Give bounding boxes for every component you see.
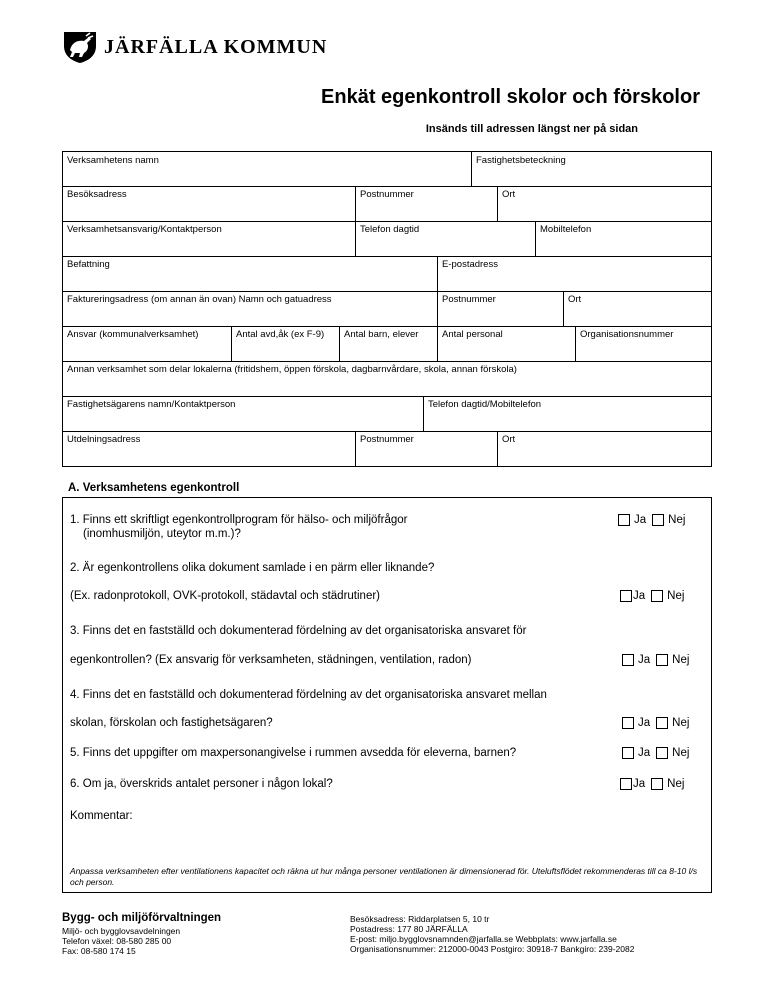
label: Ansvar (kommunalverksamhet) [67,329,199,340]
field-ort[interactable] [497,186,711,221]
footer-org: Bygg- och miljöförvaltningen [62,912,222,924]
q1-nej-checkbox[interactable] [652,514,664,526]
field-ansvar[interactable] [63,326,231,361]
label: Mobiltelefon [540,224,592,235]
label: Annan verksamhet som delar lokalerna (fritidshem, öppen förskola, dagbarnvårdare, skola, annan förskola) [67,364,517,375]
label: Antal personal [442,329,503,340]
q5-ja-checkbox[interactable] [622,747,634,759]
question-4-line-2: skolan, förskolan och fastighetsägaren? [70,717,273,729]
page-title: Enkät egenkontroll skolor och förskolor [321,86,700,108]
comment-label: Kommentar: [70,810,133,822]
field-kontaktperson[interactable] [63,221,355,256]
label: Ort [502,434,516,445]
footer-visit-address: Besöksadress: Riddarplatsen 5, 10 tr [350,914,490,924]
label: Postnummer [360,189,414,200]
form-row-9 [62,431,712,467]
field-verksamhetens-namn[interactable] [63,152,471,186]
q3-ja-checkbox[interactable] [622,654,634,666]
label: Postnummer [360,434,414,445]
q1-ja-label: Ja [634,514,647,526]
field-postnummer[interactable] [355,186,497,221]
field-antal-avd[interactable] [231,326,339,361]
label: Organisationsnummer [580,329,674,340]
question-4-line-1: 4. Finns det en fastställd och dokumenterad fördelning av det organisatoriska ansvaret mellan [70,689,547,701]
field-fastighetsbeteckning[interactable] [471,152,711,186]
q4-nej-checkbox[interactable] [656,717,668,729]
footer-orgnr: Organisationsnummer: 212000-0043 Postgiro: 30918-7 Bankgiro: 239-2082 [350,944,635,954]
label: Verksamhetens namn [67,155,159,166]
question-6: 6. Om ja, överskrids antalet personer i någon lokal? [70,778,333,790]
q4-ja-checkbox[interactable] [622,717,634,729]
form-row-2 [62,186,712,222]
field-postnummer-fakt[interactable] [437,291,563,326]
q6-nej-label: Nej [667,778,685,790]
label: Antal barn, elever [344,329,419,340]
footer-fax: Fax: 08-580 174 15 [62,946,136,956]
q1-ja-checkbox[interactable] [618,514,630,526]
q2-ja-checkbox[interactable] [620,590,632,602]
footer-email-web: E-post: miljo.bygglovsnamnden@jarfalla.se Webbplats: www.jarfalla.se [350,934,617,944]
footer-dept: Miljö- och bygglovsavdelningen [62,926,181,936]
form-row-3 [62,221,712,257]
form-row-8 [62,396,712,432]
label: Ort [568,294,582,305]
field-besoksadress[interactable] [63,186,355,221]
field-utdelningsadress[interactable] [63,431,355,466]
field-organisationsnummer[interactable] [575,326,711,361]
field-mobiltelefon[interactable] [535,221,711,256]
q4-options [622,717,695,729]
field-annan-verksamhet[interactable] [63,361,711,396]
page-subtitle: Insänds till adressen längst ner på sidan [425,123,638,135]
field-ort-utd[interactable] [497,431,711,466]
label: Fastighetsbeteckning [476,155,566,166]
question-3-line-1: 3. Finns det en fastställd och dokumenterad fördelning av det organisatoriska ansvaret för [70,625,527,637]
field-telefon-agare[interactable] [423,396,711,431]
q5-ja-label: Ja [638,747,651,759]
q6-ja-checkbox[interactable] [620,778,632,790]
field-ort-fakt[interactable] [563,291,711,326]
label: Antal avd,åk (ex F-9) [236,329,325,340]
q6-ja-label: Ja [633,778,646,790]
label: Faktureringsadress (om annan än ovan) Namn och gatuadress [67,294,332,305]
q2-nej-checkbox[interactable] [651,590,663,602]
q3-ja-label: Ja [638,654,651,666]
form-row-5 [62,291,712,327]
q4-nej-label: Nej [672,717,690,729]
field-postnummer-utd[interactable] [355,431,497,466]
label: Fastighetsägarens namn/Kontaktperson [67,399,236,410]
section-a-heading: A. Verksamhetens egenkontroll [68,482,240,494]
field-fakturering[interactable] [63,291,437,326]
label: Telefon dagtid/Mobiltelefon [428,399,542,410]
form-row-7 [62,361,712,397]
q3-nej-checkbox[interactable] [656,654,668,666]
q6-options [620,778,690,790]
field-befattning[interactable] [63,256,437,291]
question-2-line-1: 2. Är egenkontrollens olika dokument samlade i en pärm eller liknande? [70,562,435,574]
label: Verksamhetsansvarig/Kontaktperson [67,224,222,235]
label: Postnummer [442,294,496,305]
question-3-line-2: egenkontrollen? (Ex ansvarig för verksamheten, städningen, ventilation, radon) [70,654,472,666]
q2-options [620,590,690,602]
q2-nej-label: Nej [667,590,685,602]
form-row-1 [62,151,712,187]
q5-nej-checkbox[interactable] [656,747,668,759]
ventilation-note: Anpassa verksamheten efter ventilationens kapacitet och räkna ut hur många personer ventilationen är dimensionerad för. Uteluftsflödet rekommenderas till ca 8-10 l/s och person. [70,866,698,887]
jarfalla-coat-of-arms-icon [62,30,98,64]
label: Ort [502,189,516,200]
field-telefon-dagtid[interactable] [355,221,535,256]
form-row-6 [62,326,712,362]
q6-nej-checkbox[interactable] [651,778,663,790]
label: Utdelningsadress [67,434,141,445]
label: Besöksadress [67,189,127,200]
field-antal-personal[interactable] [437,326,575,361]
question-1-line-1: 1. Finns ett skriftligt egenkontrollprogram för hälso- och miljöfrågor [70,514,408,526]
q5-options [622,747,695,759]
q4-ja-label: Ja [638,717,651,729]
field-antal-barn[interactable] [339,326,437,361]
question-5: 5. Finns det uppgifter om maxpersonangivelse i rummen avsedda för eleverna, barnen? [70,747,517,759]
q1-nej-label: Nej [668,514,686,526]
q3-nej-label: Nej [672,654,690,666]
question-1-line-2: (inomhusmiljön, uteytor m.m.)? [83,528,241,540]
q1-options [618,514,691,526]
label: Befattning [67,259,110,270]
footer-postal-address: Postadress: 177 80 JÄRFÄLLA [350,924,468,934]
field-epost[interactable] [437,256,711,291]
q3-options [622,654,695,666]
q5-nej-label: Nej [672,747,690,759]
question-2-line-2: (Ex. radonprotokoll, OVK-protokoll, städavtal och städrutiner) [70,590,381,602]
footer-phone: Telefon växel: 08-580 285 00 [62,936,172,946]
field-fastighetsagare[interactable] [63,396,423,431]
label: E-postadress [442,259,498,270]
label: Telefon dagtid [360,224,420,235]
brand-name: JÄRFÄLLA KOMMUN [104,36,328,58]
q2-ja-label: Ja [633,590,646,602]
form-row-4 [62,256,712,292]
